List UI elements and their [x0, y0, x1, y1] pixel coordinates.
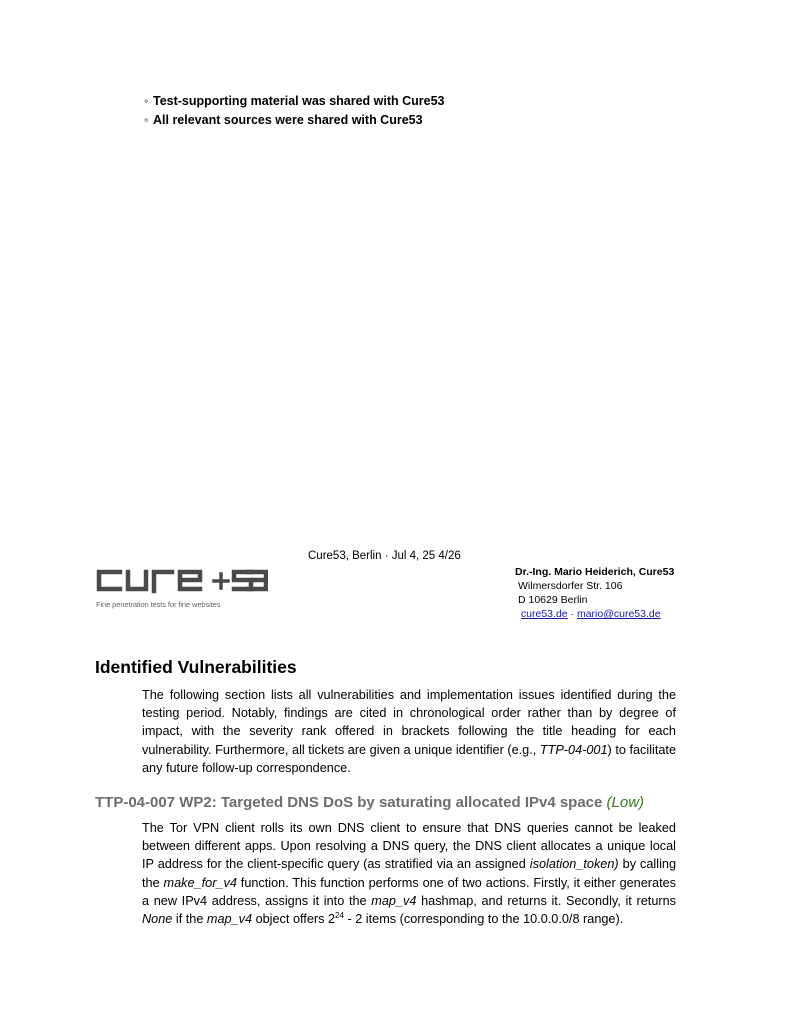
code-term: make_for_v4 [163, 875, 237, 890]
finding-title: TTP-04-007 WP2: Targeted DNS DoS by saturating allocated IPv4 space [95, 794, 607, 811]
address-block [515, 565, 675, 621]
cure53-logo [96, 566, 268, 609]
address-links [518, 607, 674, 621]
address-city: D 10629 Berlin [518, 594, 588, 606]
email-link[interactable]: mario@cure53.de [576, 608, 661, 620]
body-text: The Tor VPN client rolls its own DNS client to ensure that DNS queries cannot be leaked between different apps. Upon resolving a DNS query, the DNS client allocates a unique local IP address for the client-specific query (as stratified via an assigned [142, 821, 676, 872]
finding-body [142, 819, 676, 928]
body-text: hashmap, and returns it. Secondly, it returns [416, 893, 676, 908]
bullet-text: Test-supporting material was shared with Cure53 [153, 94, 445, 108]
bullet-list [144, 94, 445, 132]
intro-identifier: TTP-04-001 [539, 742, 608, 757]
body-text: - 2 items (corresponding to the 10.0.0.0/8 range). [343, 912, 624, 927]
list-item [144, 113, 445, 132]
body-text: function. This function performs one of two actions. Firstly, it either generates a new IPv4 address, assigns it into the [142, 875, 676, 908]
body-text: if the [172, 912, 207, 927]
code-term: map_v4 [371, 893, 417, 908]
logo-tagline: Fine penetration tests for fine websites [96, 600, 221, 609]
exponent: 24 [335, 910, 344, 920]
code-term: isolation_token) [529, 857, 619, 872]
page-meta: Cure53, Berlin · Jul 4, 25 4/26 [308, 550, 461, 562]
section-intro [142, 686, 676, 777]
body-text: object offers 2 [252, 912, 336, 927]
code-term: None [142, 912, 173, 927]
intro-text-end: ) to facilitate any future follow-up correspondence. [142, 742, 676, 775]
intro-text: The following section lists all vulnerabilities and implementation issues identified during the testing period. Notably, findings are cited in chronological order rather than by degree of impact, with the severity rank offered in brackets following the title heading for each vulnerability. Furthermore, all tickets are given a unique identifier (e.g., [142, 688, 676, 757]
list-item [144, 94, 445, 113]
bullet-glyph: ◦ [144, 94, 149, 108]
link-separator: · [570, 608, 575, 620]
bullet-text: All relevant sources were shared with Cure53 [153, 113, 423, 127]
website-link[interactable]: cure53.de [520, 608, 568, 620]
finding-heading [95, 794, 644, 811]
address-street: Wilmersdorfer Str. 106 [518, 580, 623, 592]
code-term: map_v4 [206, 912, 253, 927]
logo-wordmark [96, 566, 268, 594]
section-heading: Identified Vulnerabilities [95, 657, 297, 677]
body-text: by calling the [142, 857, 676, 890]
bullet-glyph: ◦ [144, 113, 149, 127]
address-name: Dr.-Ing. Mario Heiderich, Cure53 [515, 566, 675, 578]
severity-label: (Low) [606, 794, 645, 811]
